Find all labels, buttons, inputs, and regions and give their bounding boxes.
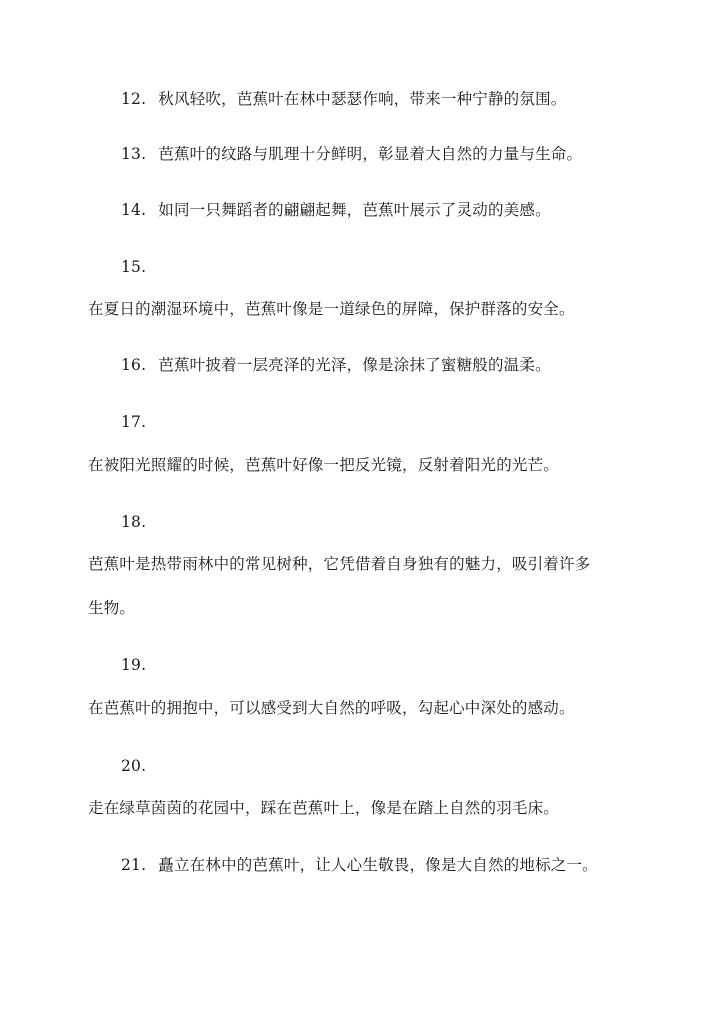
list-item: [121, 89, 566, 109]
item-number: 13.: [121, 145, 147, 163]
item-text: 走在绿草茵茵的花园中，踩在芭蕉叶上，像是在踏上自然的羽毛床。: [88, 799, 560, 817]
item-number: 19.: [121, 656, 147, 674]
item-number: 18.: [121, 513, 147, 531]
item-number: 12.: [121, 90, 147, 108]
item-text: 秋风轻吹，芭蕉叶在林中瑟瑟作响，带来一种宁静的氛围。: [158, 90, 567, 108]
item-text: 如同一只舞蹈者的翩翩起舞，芭蕉叶展示了灵动的美感。: [158, 201, 551, 219]
item-number: 15.: [121, 258, 147, 276]
item-text: 在芭蕉叶的拥抱中，可以感受到大自然的呼吸，勾起心中深处的感动。: [88, 699, 575, 717]
item-number: 21.: [121, 856, 147, 874]
item-text-continued: 生物。: [88, 599, 136, 617]
item-number: 16.: [121, 356, 147, 374]
item-text: 在夏日的潮湿环境中，芭蕉叶像是一道绿色的屏障，保护群落的安全。: [88, 300, 575, 318]
item-text: 在被阳光照耀的时候，芭蕉叶好像一把反光镜，反射着阳光的光芒。: [88, 456, 560, 474]
list-item: [121, 855, 598, 875]
list-item: [121, 144, 582, 164]
item-text: 矗立在林中的芭蕉叶，让人心生敬畏，像是大自然的地标之一。: [158, 856, 598, 874]
item-text: 芭蕉叶是热带雨林中的常见树种，它凭借着自身独有的魅力，吸引着许多: [88, 555, 591, 573]
list-item: [121, 200, 551, 220]
item-number: 14.: [121, 201, 147, 219]
item-number: 17.: [121, 413, 147, 431]
item-text: 芭蕉叶的纹路与肌理十分鲜明，彰显着大自然的力量与生命。: [158, 145, 583, 163]
item-number: 20.: [121, 757, 147, 775]
item-text: 芭蕉叶披着一层亮泽的光泽，像是涂抹了蜜糖般的温柔。: [158, 356, 551, 374]
list-item: [121, 355, 551, 375]
